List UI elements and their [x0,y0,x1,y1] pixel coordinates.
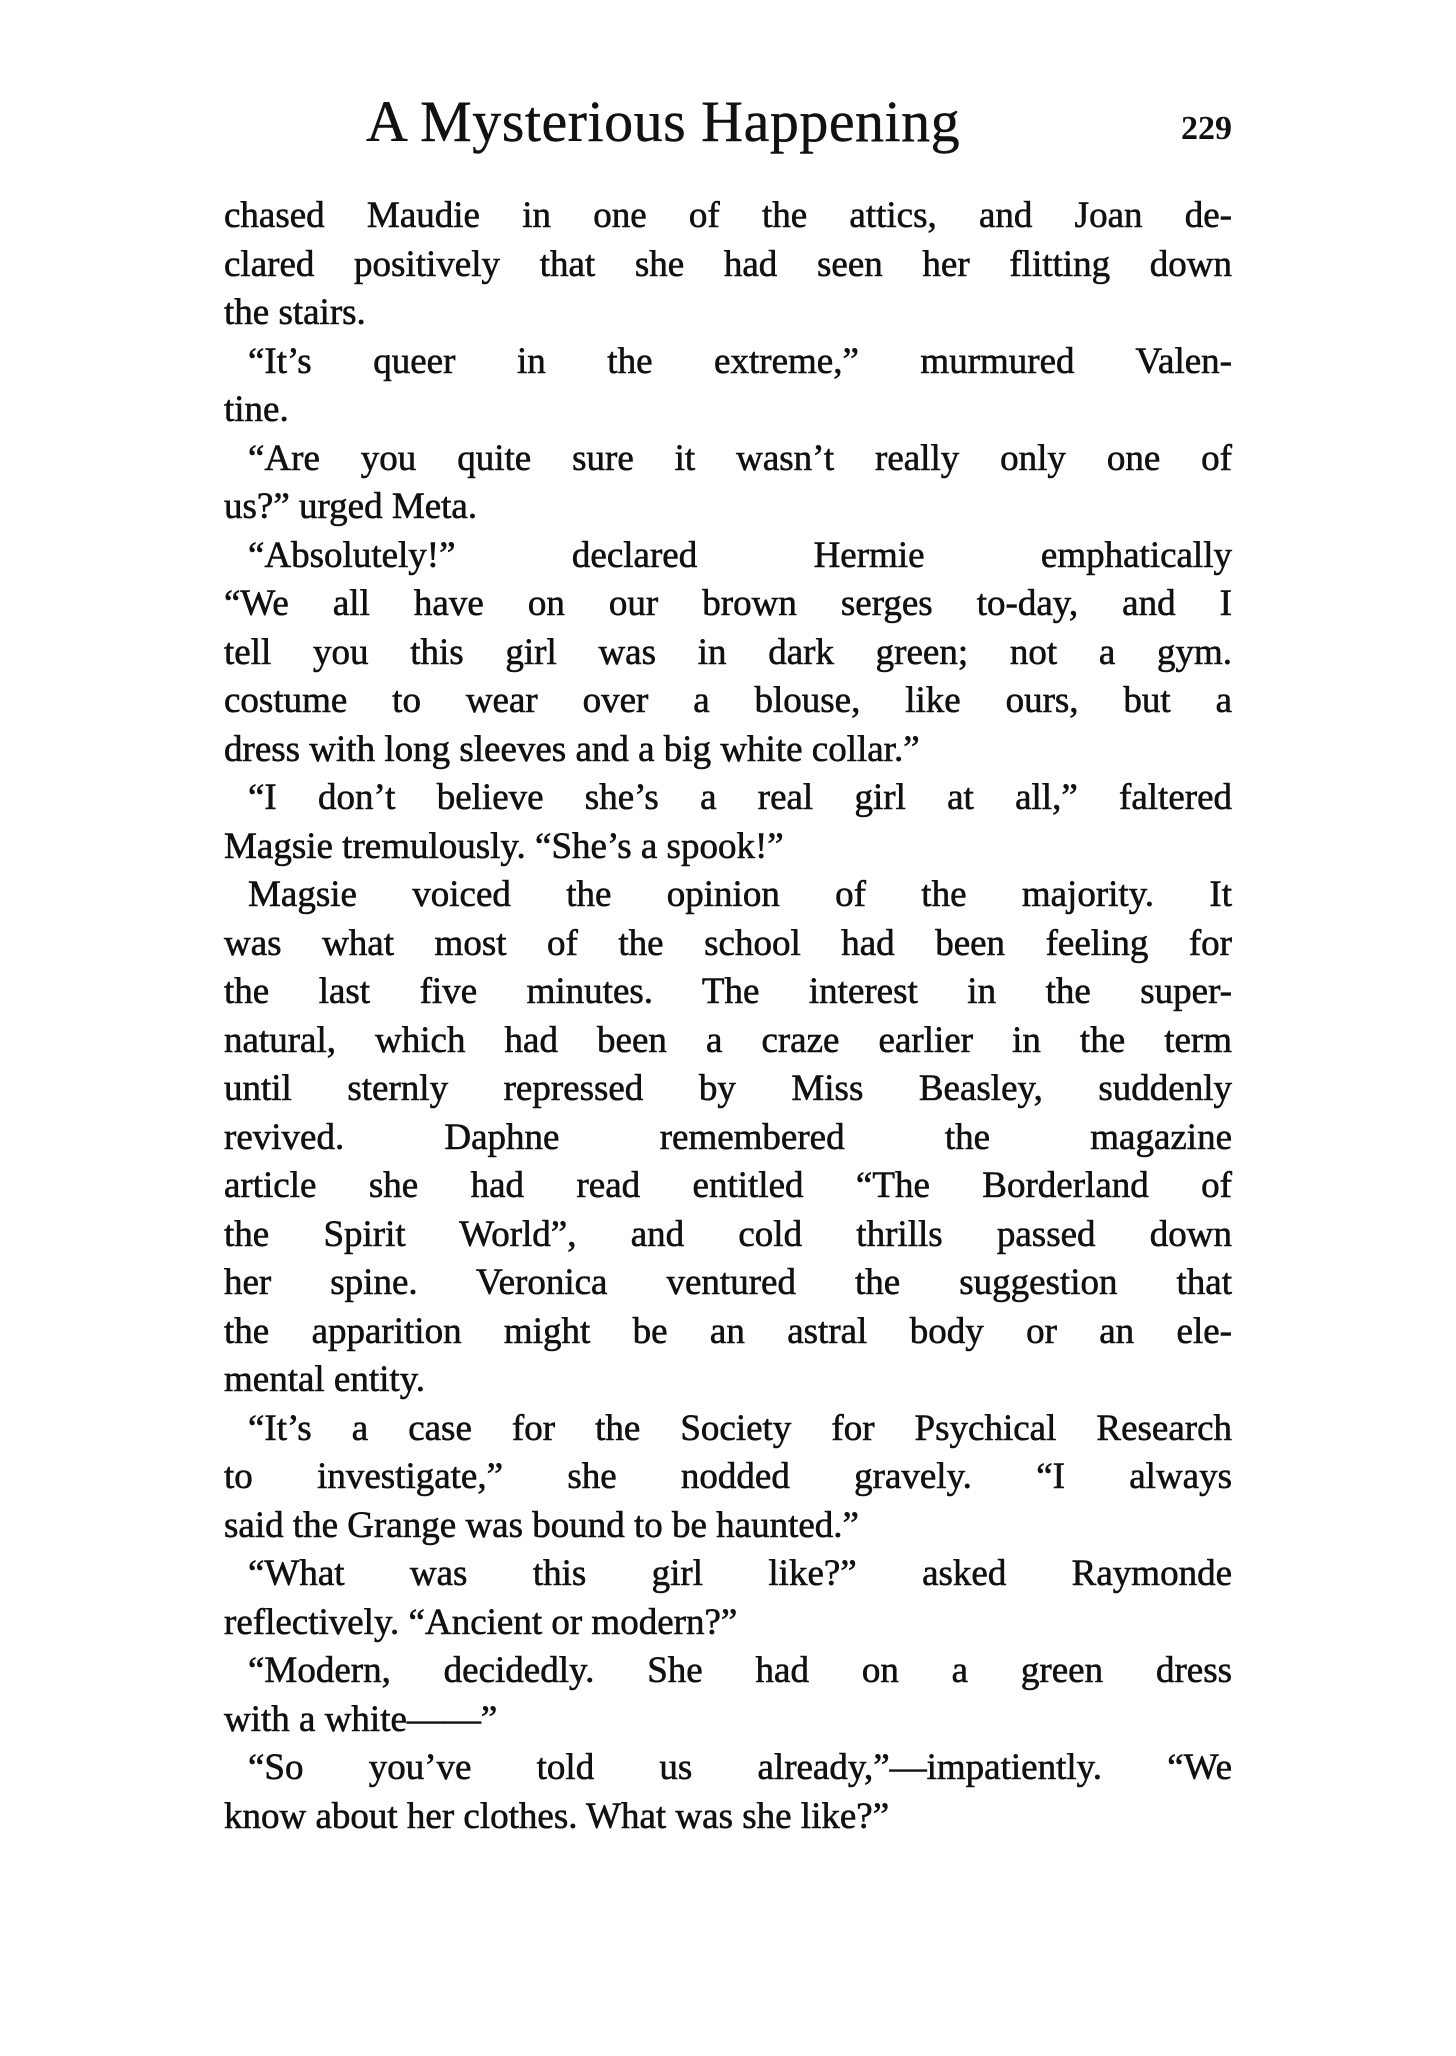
text-line: “It’s queer in the extreme,” murmured Valen- [248,340,1232,382]
text-line: “It’s a case for the Society for Psychical Research [248,1407,1232,1449]
text-line: tine. [224,389,289,430]
text-line: the Spirit World”, and cold thrills passed down [224,1213,1232,1255]
text-line: us?” urged Meta. [224,486,478,527]
paragraph [224,532,1232,775]
paragraph [224,1647,1232,1744]
text-line: mental entity. [224,1359,426,1400]
chapter-title: A Mysterious Happening [366,89,961,154]
text-line: reflectively. “Ancient or modern?” [224,1601,738,1643]
text-line: dress with long sleeves and a big white collar.” [224,728,920,770]
text-line: clared positively that she had seen her flitting down [224,243,1232,285]
page-body [224,192,1232,1841]
text-line: “Absolutely!” declared Hermie emphatically [248,534,1232,576]
text-line: the stairs. [224,292,366,333]
text-line: her spine. Veronica ventured the suggestion that [224,1262,1232,1303]
text-line: Magsie voiced the opinion of the majority. It [248,874,1232,915]
text-line: article she had read entitled “The Borderland of [224,1165,1232,1206]
text-line: “So you’ve told us already,”—impatiently. “We [248,1747,1232,1788]
running-header [224,88,1232,158]
paragraph [224,774,1232,871]
text-line: “Modern, decidedly. She had on a green dress [248,1650,1232,1691]
text-line: the apparition might be an astral body or an ele- [224,1310,1232,1352]
text-line: Magsie tremulously. “She’s a spook!” [224,825,784,867]
text-line: to investigate,” she nodded gravely. “I always [224,1456,1232,1497]
paragraph [224,1744,1232,1841]
text-line: revived. Daphne remembered the magazine [224,1116,1232,1158]
text-line: “We all have on our brown serges to-day, and I [224,583,1232,624]
text-line: “I don’t believe she’s a real girl at all,” faltered [248,777,1232,818]
paragraph [224,435,1232,532]
paragraph [224,1405,1232,1551]
text-line: chased Maudie in one of the attics, and Joan de- [224,195,1232,236]
text-line: tell you this girl was in dark green; not a gym. [224,631,1232,673]
text-line: until sternly repressed by Miss Beasley, suddenly [224,1068,1232,1109]
text-line: costume to wear over a blouse, like ours, but a [224,680,1232,721]
text-line: “Are you quite sure it wasn’t really only one of [248,437,1232,479]
text-line: “What was this girl like?” asked Raymonde [248,1553,1232,1594]
paragraph [224,192,1232,338]
paragraph [224,1550,1232,1647]
page-number: 229 [1181,110,1232,147]
paragraph [224,338,1232,435]
text-line: the last five minutes. The interest in the super- [224,971,1232,1012]
text-line: natural, which had been a craze earlier in the term [224,1019,1232,1061]
paragraph [224,871,1232,1405]
text-line: with a white——” [224,1698,498,1740]
text-line: was what most of the school had been feeling for [224,922,1232,964]
text-line: know about her clothes. What was she like?” [224,1795,890,1837]
text-line: said the Grange was bound to be haunted.” [224,1504,859,1546]
